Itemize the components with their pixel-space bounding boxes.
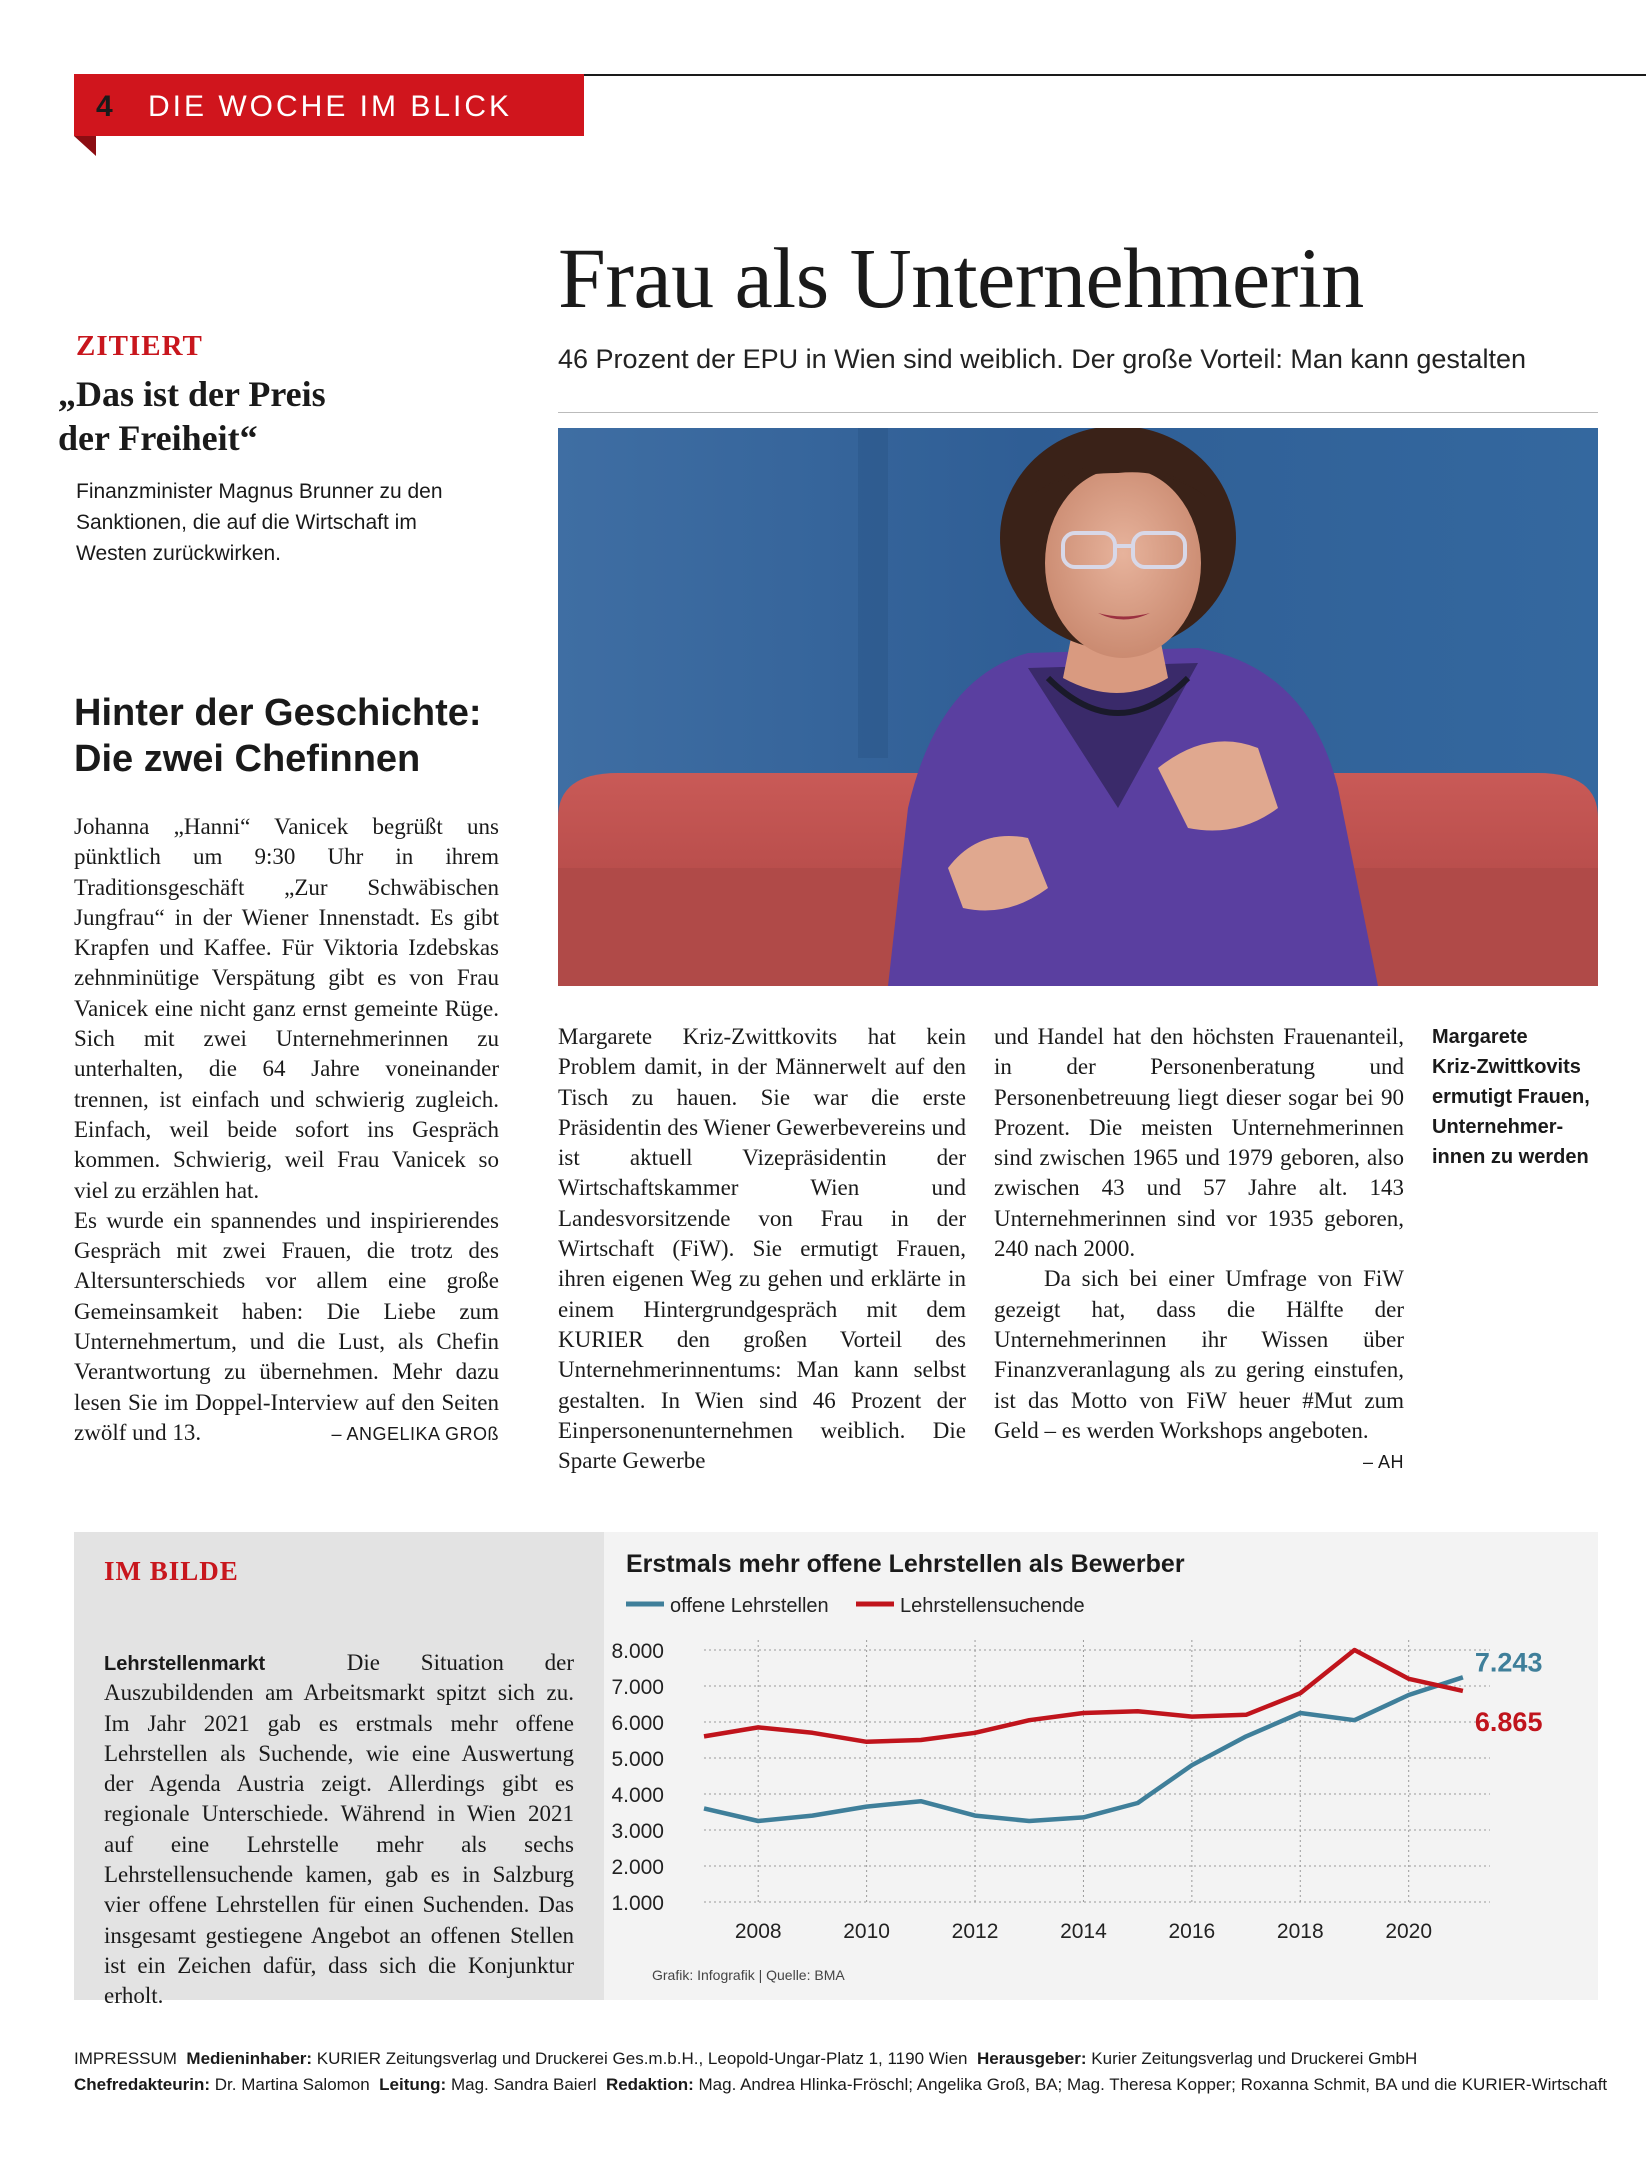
chart-title: Erstmals mehr offene Lehrstellen als Bewerber [626,1550,1185,1578]
article-byline: – AH [1362,1452,1404,1473]
chart-grid [704,1640,1490,1902]
legend-label-offene-lehrstellen: offene Lehrstellen [670,1595,829,1617]
article-subheadline: 46 Prozent der EPU in Wien sind weiblich. Der große Vorteil: Man kann gestalten [558,344,1526,374]
x-tick-label: 2012 [951,1920,999,1943]
x-tick-label: 2018 [1276,1920,1324,1943]
impressum [74,2046,1634,2098]
behind-story-paragraph-2-text: Es wurde ein spannendes und inspirierendes Gespräch mit zwei Frauen, die trotz des Altersunterschieds vor allem eine große Gemeinsamkeit haben: Die Liebe zum Unternehmertum, und die Lust, als Chefin Verantwortung zu übernehmen. Mehr dazu lesen Sie im Doppel-Interview auf den Seiten zwölf und 13. [74,1207,499,1445]
series-end-labels [1475,1647,1543,1737]
article-column-2 [994,1022,1404,1473]
impressum-line-1 [74,2046,1634,2072]
article-column-1 [558,1022,966,1476]
x-tick-label: 2020 [1385,1920,1433,1943]
subheadline-rule [558,412,1598,413]
portrait-illustration [558,428,1598,986]
behind-story-paragraph-1: Johanna „Hanni“ Vanicek begrüßt uns pünktlich um 9:30 Uhr in ihrem Traditionsgeschäft „Zur Schwäbischen Jungfrau“ in der Wiener Innenstadt. Es gibt Krapfen und Kaffee. Für Viktoria Izdebskas zehnminütige Verspätung gibt es von Frau Vanicek eine nicht ganz ernst gemeinte Rüge. Sich mit zwei Unternehmerinnen zu unterhalten, die 64 Jahre voneinander trennen, ist einfach und schwierig zugleich. Einfach, weil beide sofort ins Gespräch kommen. Schwierig, weil Frau Vanicek so viel zu erzählen hat. [74,814,499,1203]
article-column-2-paragraph-1: und Handel hat den höchsten Frauenanteil, in der Personenberatung und Personenbetreuung liegt dieser sogar bei 90 Prozent. Die meisten Unternehmerinnen sind zwischen 1965 und 1979 geboren, also zwischen 43 und 57 Jahre alt. 143 Unternehmerinnen sind vor 1935 geboren, 240 nach 2000. [994,1024,1404,1262]
y-tick-label: 8.000 [611,1640,664,1663]
y-tick-label: 4.000 [611,1784,664,1807]
y-tick-label: 5.000 [611,1748,664,1771]
article-headline: Frau als Unternehmerin [558,230,1364,326]
zitiert-quote: „Das ist der Preis der Freiheit“ [58,374,326,458]
impressum-key-redaktion: Redaktion: [605,2075,694,2094]
photo-caption: Margarete Kriz-Zwittkovits ermutigt Frauen, Unternehmer- innen zu werden [1432,1026,1590,1168]
im-bilde-lead: Lehrstellenmarkt [104,1653,266,1675]
line-chart [604,1580,1598,1960]
y-tick-label: 6.000 [611,1712,664,1735]
impressum-value-redaktion: Mag. Andrea Hlinka-Fröschl; Angelika Groß, BA; Mag. Theresa Kopper; Roxanna Schmit, BA und die KURIER-Wirtschaft [698,2075,1608,2094]
y-tick-label: 2.000 [611,1856,664,1879]
series-end-label: 6.865 [1474,1706,1543,1737]
impressum-key-leitung: Leitung: [379,2075,447,2094]
impressum-label: IMPRESSUM [74,2049,177,2068]
x-tick-label: 2014 [1060,1920,1107,1943]
section-title: DIE WOCHE IM BLICK [148,90,513,123]
y-tick-label: 3.000 [611,1820,664,1843]
im-bilde-body: Die Situation der Auszubildenden am Arbeitsmarkt spitzt sich zu. Im Jahr 2021 gab es erstmals mehr offene Lehrstellen als Suchende, wie eine Auswertung der Agenda Austria zeigt. Allerdings gibt es regionale Unterschiede. Während in Wien 2021 auf eine Lehrstelle mehr als sechs Lehrstellensuchende kamen, gab es in Salzburg vier offene Lehrstellen für einen Suchenden. Das insgesamt gestiegene Angebot an offenen Stellen ist ein Zeichen dafür, dass sich die Konjunktur erholt. [104,1650,574,2009]
y-axis-ticks [611,1640,664,1915]
zitiert-label: ZITIERT [76,330,203,362]
x-axis-ticks [735,1920,1432,1943]
behind-story-paragraph-2 [74,1206,499,1448]
behind-story-heading: Hinter der Geschichte: Die zwei Chefinnen [74,692,482,780]
impressum-key-herausgeber: Herausgeber: [976,2049,1087,2068]
y-tick-label: 7.000 [611,1676,664,1699]
impressum-value-chefredakteurin: Dr. Martina Salomon [214,2075,370,2094]
section-header-fold [74,136,96,156]
article-column-2-paragraph-2-text: Da sich bei einer Umfrage von FiW gezeigt hat, dass die Hälfte der Unternehmerinnen ihr Wissen über Finanzveranlagung als zu gering einstufen, ist das Motto von FiW heuer #Mut zum Geld – es werden Workshops angeboten. [994,1266,1404,1443]
impressum-key-chefredakteurin: Chefredakteurin: [74,2075,211,2094]
series-end-label: 7.243 [1474,1647,1543,1678]
x-tick-label: 2016 [1168,1920,1216,1943]
legend-label-lehrstellensuchende: Lehrstellensuchende [900,1595,1085,1617]
x-tick-label: 2008 [734,1920,782,1943]
zitiert-attribution: Finanzminister Magnus Brunner zu den Sanktionen, die auf die Wirtschaft im Westen zurückwirken. [76,480,443,565]
impressum-line-2 [74,2072,1634,2098]
x-tick-label: 2010 [843,1920,890,1943]
im-bilde-label: IM BILDE [104,1556,239,1586]
page-number: 4 [96,90,113,123]
chart-legend [626,1595,1085,1617]
impressum-value-medieninhaber: KURIER Zeitungsverlag und Druckerei Ges.m.b.H., Leopold-Ungar-Platz 1, 1190 Wien [316,2049,968,2068]
y-tick-label: 1.000 [611,1892,664,1915]
impressum-value-herausgeber: Kurier Zeitungsverlag und Druckerei GmbH [1091,2049,1418,2068]
impressum-key-medieninhaber: Medieninhaber: [186,2049,313,2068]
article-column-2-paragraph-2 [994,1264,1404,1473]
article-column-1-text: Margarete Kriz-Zwittkovits hat kein Problem damit, in der Männerwelt auf den Tisch zu hauen. Sie war die erste Präsidentin des Wiener Gewerbevereins und ist aktuell Vizepräsidentin der Wirtschaftskammer Wien und Landesvorsitzende von Frau in der Wirtschaft (FiW). Sie ermutigt Frauen, ihren eigenen Weg zu gehen und erklärte in einem Hintergrundgespräch mit dem KURIER den großen Vorteil des Unternehmerinnentums: Man kann selbst gestalten. In Wien sind 46 Prozent der Einpersonenunternehmen weiblich. Die Sparte Gewerbe [558,1024,966,1474]
behind-story-text [74,812,499,1448]
impressum-value-leitung: Mag. Sandra Baierl [450,2075,597,2094]
im-bilde-text [104,1648,574,2012]
header-rule [580,74,1646,76]
article-photo [558,428,1598,986]
series-line-offene-lehrstellen [704,1677,1463,1821]
behind-story-byline: – ANGELIKA GROß [331,1423,499,1444]
chart-source: Grafik: Infografik | Quelle: BMA [652,1967,845,1983]
